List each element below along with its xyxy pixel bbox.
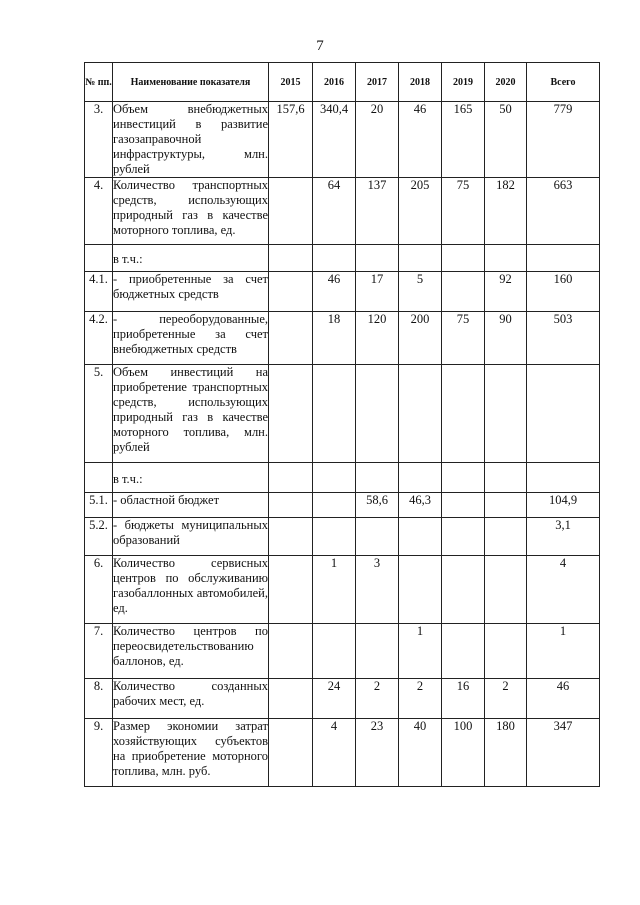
row-year-value — [313, 518, 356, 556]
col-header-year: 2015 — [269, 63, 313, 102]
row-number — [85, 463, 113, 493]
row-year-value — [313, 245, 356, 272]
row-year-value: 340,4 — [313, 102, 356, 178]
row-year-value — [269, 679, 313, 719]
row-year-value: 46 — [313, 272, 356, 312]
row-total-value — [527, 245, 600, 272]
col-header-year: 2018 — [399, 63, 442, 102]
row-indicator-name: Количество транспортных средств, использующих природный газ в качестве моторного топлива, ед. — [113, 178, 269, 245]
row-year-value — [442, 556, 485, 624]
table-row — [85, 272, 600, 312]
table-row — [85, 679, 600, 719]
table-row — [85, 178, 600, 245]
row-number: 9. — [85, 719, 113, 787]
row-year-value — [399, 365, 442, 463]
row-indicator-name: - областной бюджет — [113, 493, 269, 518]
table-row — [85, 556, 600, 624]
table-row — [85, 365, 600, 463]
row-number: 8. — [85, 679, 113, 719]
row-year-value: 16 — [442, 679, 485, 719]
row-year-value — [485, 556, 527, 624]
row-year-value: 205 — [399, 178, 442, 245]
row-year-value — [356, 624, 399, 679]
table-row — [85, 312, 600, 365]
row-total-value — [527, 365, 600, 463]
row-year-value: 40 — [399, 719, 442, 787]
row-year-value — [269, 245, 313, 272]
table-row — [85, 102, 600, 178]
row-year-value: 165 — [442, 102, 485, 178]
col-header-year: 2016 — [313, 63, 356, 102]
row-total-value: 3,1 — [527, 518, 600, 556]
row-year-value — [269, 365, 313, 463]
row-year-value — [485, 463, 527, 493]
page-number: 7 — [316, 38, 324, 54]
row-year-value: 58,6 — [356, 493, 399, 518]
row-year-value: 50 — [485, 102, 527, 178]
row-total-value: 160 — [527, 272, 600, 312]
row-year-value — [269, 463, 313, 493]
col-header-year: 2017 — [356, 63, 399, 102]
row-indicator-name: Количество созданных рабочих мест, ед. — [113, 679, 269, 719]
row-number: 4.1. — [85, 272, 113, 312]
row-year-value: 100 — [442, 719, 485, 787]
row-year-value: 2 — [356, 679, 399, 719]
row-year-value: 180 — [485, 719, 527, 787]
row-year-value — [269, 178, 313, 245]
row-total-value: 1 — [527, 624, 600, 679]
row-number: 4.2. — [85, 312, 113, 365]
row-year-value: 1 — [399, 624, 442, 679]
row-year-value: 5 — [399, 272, 442, 312]
row-year-value: 92 — [485, 272, 527, 312]
row-year-value: 23 — [356, 719, 399, 787]
row-year-value — [313, 624, 356, 679]
row-year-value — [313, 463, 356, 493]
table-row — [85, 245, 600, 272]
row-total-value: 503 — [527, 312, 600, 365]
row-total-value: 779 — [527, 102, 600, 178]
table-row — [85, 518, 600, 556]
row-indicator-name: в т.ч.: — [113, 463, 269, 493]
row-year-value: 4 — [313, 719, 356, 787]
row-year-value — [442, 463, 485, 493]
col-header-year: 2019 — [442, 63, 485, 102]
row-year-value: 75 — [442, 178, 485, 245]
table-row — [85, 719, 600, 787]
row-year-value: 20 — [356, 102, 399, 178]
row-total-value: 104,9 — [527, 493, 600, 518]
row-year-value — [269, 624, 313, 679]
row-year-value: 46,3 — [399, 493, 442, 518]
row-year-value — [485, 493, 527, 518]
row-year-value — [442, 493, 485, 518]
table-row — [85, 493, 600, 518]
row-year-value — [442, 518, 485, 556]
row-year-value: 137 — [356, 178, 399, 245]
row-year-value — [356, 365, 399, 463]
row-indicator-name: - приобретенные за счет бюджетных средств — [113, 272, 269, 312]
row-total-value: 4 — [527, 556, 600, 624]
row-year-value — [442, 272, 485, 312]
row-year-value: 182 — [485, 178, 527, 245]
row-year-value — [269, 272, 313, 312]
row-year-value — [442, 245, 485, 272]
row-number: 7. — [85, 624, 113, 679]
row-year-value: 17 — [356, 272, 399, 312]
row-year-value — [442, 624, 485, 679]
row-year-value — [485, 365, 527, 463]
row-year-value: 24 — [313, 679, 356, 719]
table-row — [85, 463, 600, 493]
row-year-value: 157,6 — [269, 102, 313, 178]
col-header-year: 2020 — [485, 63, 527, 102]
row-year-value — [313, 493, 356, 518]
row-year-value: 3 — [356, 556, 399, 624]
row-year-value — [399, 463, 442, 493]
table-body — [85, 102, 600, 787]
row-year-value — [356, 245, 399, 272]
row-indicator-name: в т.ч.: — [113, 245, 269, 272]
row-year-value — [399, 518, 442, 556]
row-year-value: 1 — [313, 556, 356, 624]
row-indicator-name: Количество сервисных центров по обслуживанию газобаллонных автомобилей, ед. — [113, 556, 269, 624]
row-year-value — [485, 624, 527, 679]
row-number — [85, 245, 113, 272]
row-number: 5.2. — [85, 518, 113, 556]
row-year-value — [485, 518, 527, 556]
row-indicator-name: Размер экономии затрат хозяйствующих субъектов на приобретение моторного топлива, млн. руб. — [113, 719, 269, 787]
row-number: 5. — [85, 365, 113, 463]
row-indicator-name: Количество центров по переосвидетельствованию баллонов, ед. — [113, 624, 269, 679]
row-year-value: 120 — [356, 312, 399, 365]
row-year-value: 46 — [399, 102, 442, 178]
row-year-value — [442, 365, 485, 463]
row-year-value: 64 — [313, 178, 356, 245]
row-year-value: 90 — [485, 312, 527, 365]
row-year-value: 75 — [442, 312, 485, 365]
row-year-value — [485, 245, 527, 272]
row-number: 3. — [85, 102, 113, 178]
indicators-table — [84, 62, 600, 787]
row-year-value: 2 — [485, 679, 527, 719]
row-indicator-name: Объем внебюджетных инвестиций в развитие газозаправочной инфраструктуры, млн. рублей — [113, 102, 268, 176]
row-year-value — [269, 493, 313, 518]
row-total-value: 347 — [527, 719, 600, 787]
row-year-value: 2 — [399, 679, 442, 719]
header-row — [85, 63, 600, 102]
col-header-total: Всего — [527, 63, 600, 102]
row-number: 6. — [85, 556, 113, 624]
table-row — [85, 624, 600, 679]
row-total-value: 46 — [527, 679, 600, 719]
row-indicator-name: - переоборудованные, приобретенные за счет внебюджетных средств — [113, 312, 269, 365]
row-indicator-name: Объем инвестиций на приобретение транспортных средств, использующих природный газ в качестве моторного топлива, млн. рублей — [113, 365, 269, 463]
row-year-value — [269, 556, 313, 624]
row-number: 5.1. — [85, 493, 113, 518]
row-year-value — [399, 245, 442, 272]
row-year-value — [356, 518, 399, 556]
row-year-value — [313, 365, 356, 463]
row-number: 4. — [85, 178, 113, 245]
row-year-value — [356, 463, 399, 493]
row-year-value — [269, 312, 313, 365]
col-header-name: Наименование показателя — [113, 63, 269, 102]
row-year-value — [269, 719, 313, 787]
row-total-value: 663 — [527, 178, 600, 245]
row-year-value — [399, 556, 442, 624]
row-indicator-name: - бюджеты муниципальных образований — [113, 518, 269, 556]
col-header-num: № пп. — [85, 63, 113, 102]
row-year-value: 18 — [313, 312, 356, 365]
row-year-value: 200 — [399, 312, 442, 365]
row-year-value — [269, 518, 313, 556]
row-total-value — [527, 463, 600, 493]
